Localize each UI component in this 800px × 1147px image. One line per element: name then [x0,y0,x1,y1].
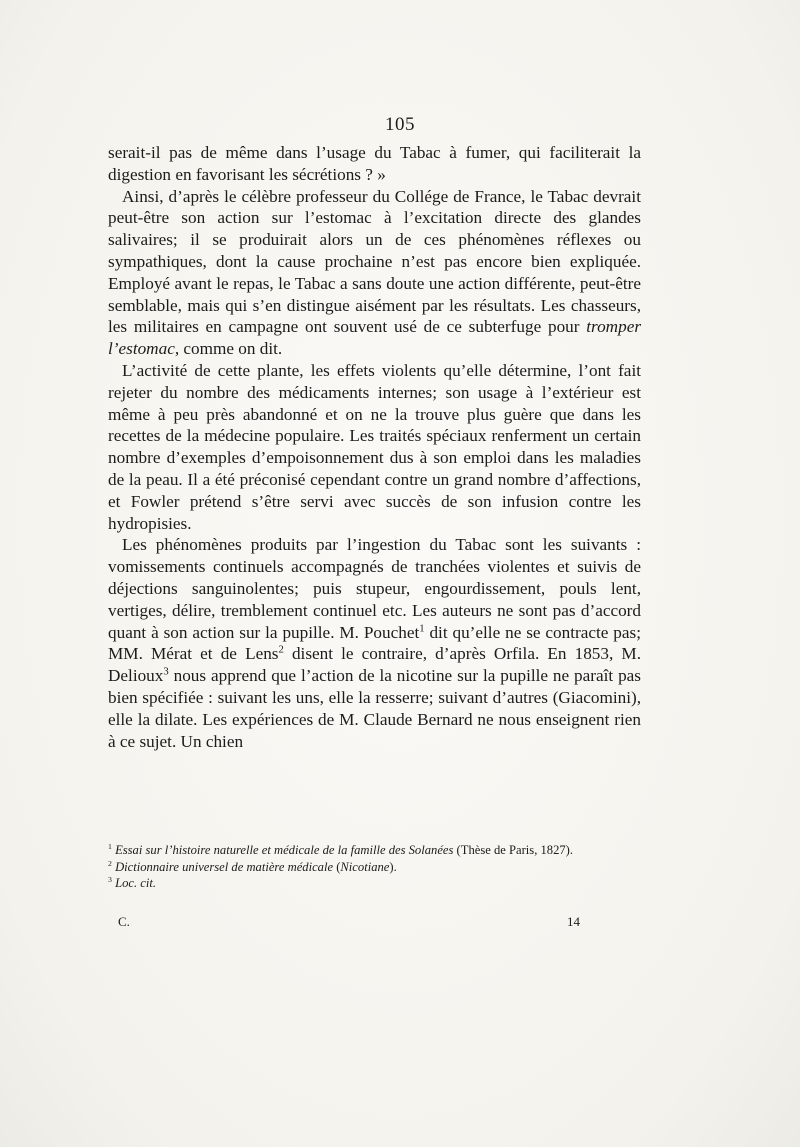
page-number: 105 [385,114,415,135]
footnote-ref-3: 3 [163,666,169,678]
paragraph-3: L’activité de cette plante, les effets violents qu’elle détermine, l’ont fait rejeter du nombre des médicaments internes; son usage à l’extérieur est même à peu près abandonné et on ne la trouve plus guère que dans les recettes de la médecine populaire. Les traités spéciaux renferment un certain nombre d’exemples d’empoisonnement dus à son emploi dans les maladies de la peau. Il a été préconisé cependant contre un grand nombre d’affections, et Fowler prétend s’être servi avec succès de son infusion contre les hydropisies. [108,360,641,533]
footnote-ref-2: 2 [278,644,284,656]
footnote-2: $^2$ Dictionnaire universel de matière médicale (Nicotiane). [108,858,397,874]
footnotes [108,842,641,892]
body-text [108,142,641,752]
signature-row [118,914,580,930]
paragraph-4: Les phénomènes produits par l’ingestion du Tabac sont les suivants : vomissements continuels accompagnés de tranchées violentes et suivis de déjections sanguinolentes; puis stupeur, engourdissement, pouls lent, vertiges, délire, tremblement continuel etc. Les auteurs ne sont pas d’accord quant à son action sur la pupille. M. Pouchet$^1$ dit qu’elle ne se contracte pas; MM. Mérat et de Lens$^2$ disent le contraire, d’après Orfila. En 1853, M. Delioux$^3$ nous apprend que l’action de la nicotine sur la pupille ne paraît pas bien spécifiée : suivant les uns, elle la resserre; suivant d’autres (Giacomini), elle la dilate. Les expériences de M. Claude Bernard ne nous enseignent rien à ce sujet. Un chien [108,535,641,751]
signature-number: 14 [567,914,580,929]
signature-letter: C. [118,914,130,929]
paragraph-1: serait-il pas de même dans l’usage du Tabac à fumer, qui faciliterait la digestion en favorisant les sécrétions ? » [108,143,641,184]
footnote-ref-1: 1 [419,622,425,634]
footnote-1: $^1$ Essai sur l’histoire naturelle et médicale de la famille des Solanées (Thèse de Paris, 1827). [108,841,574,857]
italic-phrase: tromper l’estomac [108,317,642,359]
paragraph-2: Ainsi, d’après le célèbre professeur du Collége de France, le Tabac devrait peut-être son action sur l’estomac à l’excitation directe des glandes salivaires; il se produirait alors un de ces phénomènes réflexes ou sympathiques, dont la cause prochaine n’est pas encore bien expliquée. Employé avant le repas, le Tabac a sans doute une action différente, peut-être semblable, mais qui s’en distingue aisément par les résultats. Les chasseurs, les militaires en campagne ont souvent usé de ce subterfuge pour tromper l’estomac, comme on dit. [108,186,642,359]
footnote-3: $^3$ Loc. cit. [108,874,156,890]
